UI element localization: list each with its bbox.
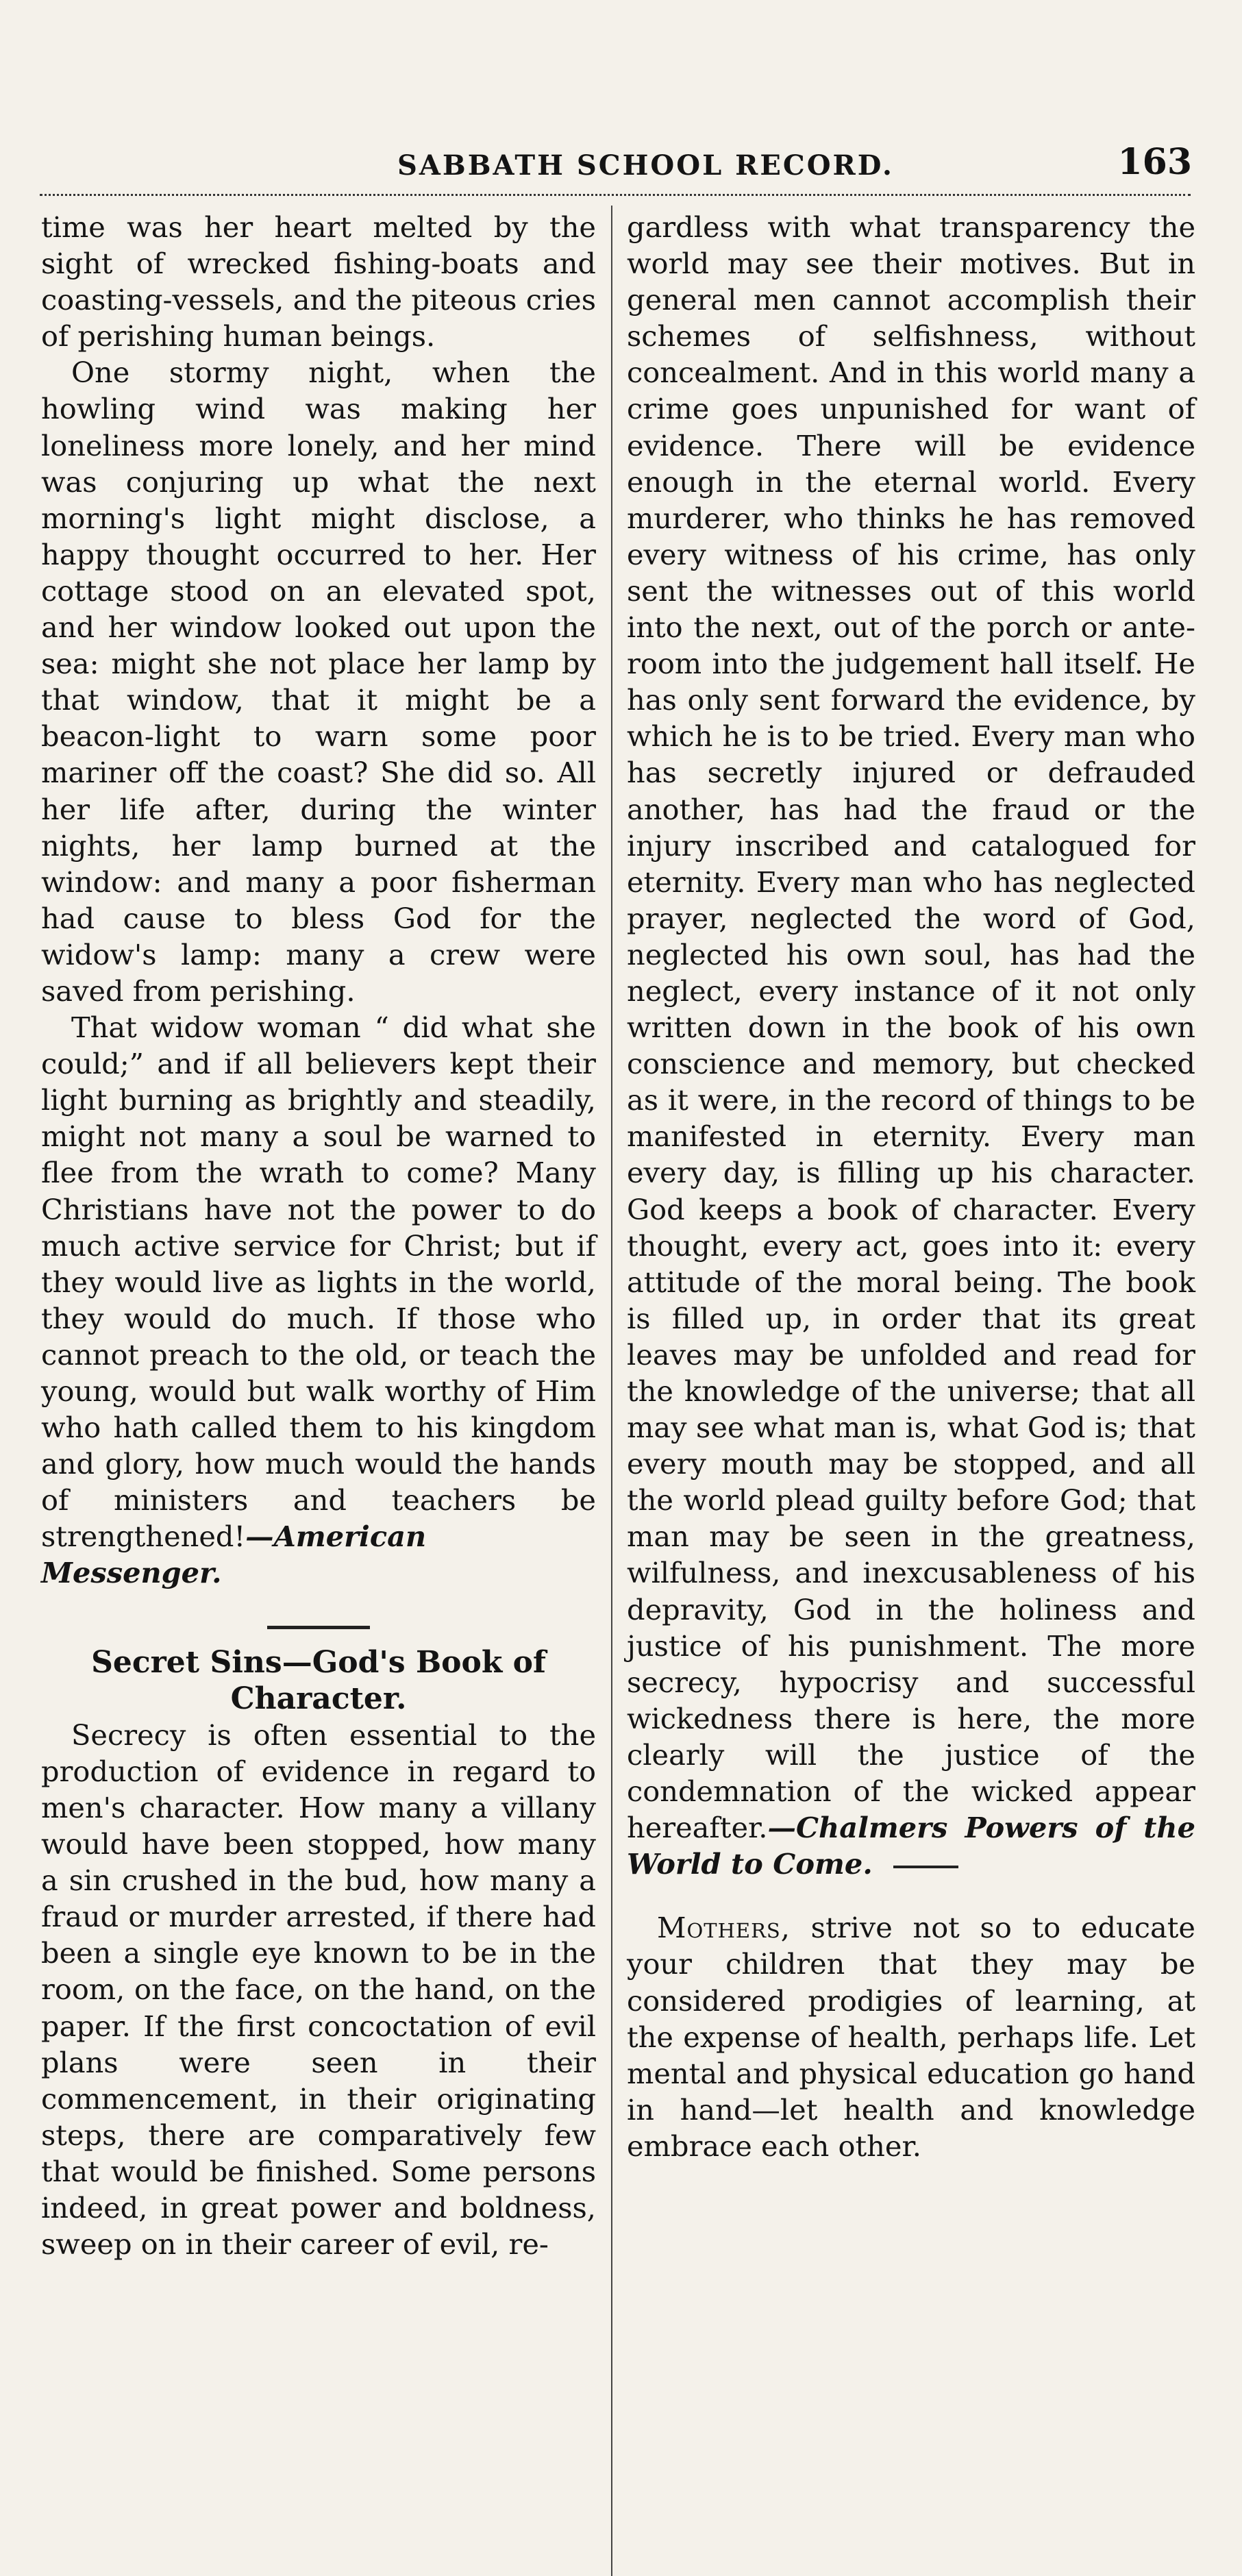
left-paragraph-1: time was her heart melted by the sight of wrecked fishing-boats and coasting-vessels, and the piteous cries of perishing human beings. (41, 210, 596, 354)
mothers-label: Mothers, (657, 1911, 791, 1945)
page-number: 163 (1117, 141, 1192, 183)
right-paragraph-1 (627, 209, 1195, 1882)
chalmers-signature: —Chalmers Powers of the World to Come. (627, 1811, 1195, 1881)
column-divider (611, 206, 612, 2576)
left-paragraph-4: Secrecy is often essential to the production of evidence in regard to men's character. How many a villany would have been stopped, how many a sin crushed in the bud, how many a fraud or murder arrested, if there had been a single eye known to be in the room, on the face, on the hand, on the paper. If the first concoctation of evil plans were seen in their commencement, in their originating steps, there are comparatively few that would be finished. Some persons indeed, in great power and boldness, sweep on in their career of evil, re- (41, 1718, 596, 2262)
right-paragraph-2-text: strive not so to educate your children that they may be considered prodigies of learning, at the expense of health, perhaps life. Let mental and physical education go hand in hand—let health and knowledge embrace each other. (627, 1911, 1195, 2163)
paragraph-gap (627, 1882, 1195, 1909)
section-separator (267, 1626, 370, 1629)
running-title: SABBATH SCHOOL RECORD. (397, 149, 894, 182)
left-paragraph-3 (41, 1009, 596, 1592)
end-separator (893, 1866, 958, 1868)
left-paragraph-2: One stormy night, when the howling wind was making her loneliness more lonely, and her mind was conjuring up what the next morning's light might disclose, a happy thought occurred to her. Her cottage stood on an elevated spot, and her window looked out upon the sea: might she not place her lamp by that window, that it might be a beacon-light to warn some poor mariner off the coast? She did so. All her life after, during the winter nights, her lamp burned at the window: and many a poor fisherman had cause to bless God for the widow's lamp: many a crew were saved from perishing. (41, 356, 596, 1008)
header-rule (40, 194, 1191, 196)
left-paragraph-3-text: That widow woman “ did what she could;” and if all believers kept their light burning as brightly and steadily, might not many a soul be warned to flee from the wrath to come? Many Christians have not the power to do much active service for Christ; but if they would live as lights in the world, they would do much. If those who cannot preach to the old, or teach the young, would but walk worthy of Him who hath called them to his kingdom and glory, how much would the hands of ministers and teachers be strengthened! (41, 1011, 596, 1554)
american-messenger-signature: —American Messenger. (41, 1520, 427, 1590)
page-header (41, 141, 1192, 190)
right-paragraph-1-text: gardless with what transparency the world may see their motives. But in general men cannot accomplish their schemes of selfishness, without concealment. And in this world many a crime goes unpunished for want of evidence. There will be evidence enough in the eternal world. Every murderer, who thinks he has removed every witness of his crime, has only sent the witnesses out of this world into the next, out of the porch or ante-room into the judgement hall itself. He has only sent forward the evidence, by which he is to be tried. Every man who has secretly injured or defrauded another, has had the fraud or the injury inscribed and catalogued for eternity. Every man who has neglected prayer, neglected the word of God, neglected his own soul, has had the neglect, every instance of it not only written down in the book of his own conscience and memory, but checked as it were, in the record of things to be manifested in eternity. Every man every day, is filling up his character. God keeps a book of character. Every thought, every act, goes into it: every attitude of the moral being. The book is filled up, in order that its great leaves may be unfolded and read for the knowledge of the universe; that all may see what man is, what God is; that every mouth may be stopped, and all the world plead guilty before God; that man may be seen in the greatness, wilfulness, and inexcusableness of his depravity, God in the holiness and justice of his punishment. The more secrecy, hypocrisy and successful wickedness there is here, the more clearly will the justice of the condemnation of the wicked appear hereafter. (627, 210, 1195, 1845)
right-column (627, 209, 1195, 2164)
section-heading: Secret Sins—God's Book of Character. (91, 1644, 546, 1716)
left-column (41, 209, 596, 2262)
right-paragraph-2 (627, 1909, 1195, 2164)
